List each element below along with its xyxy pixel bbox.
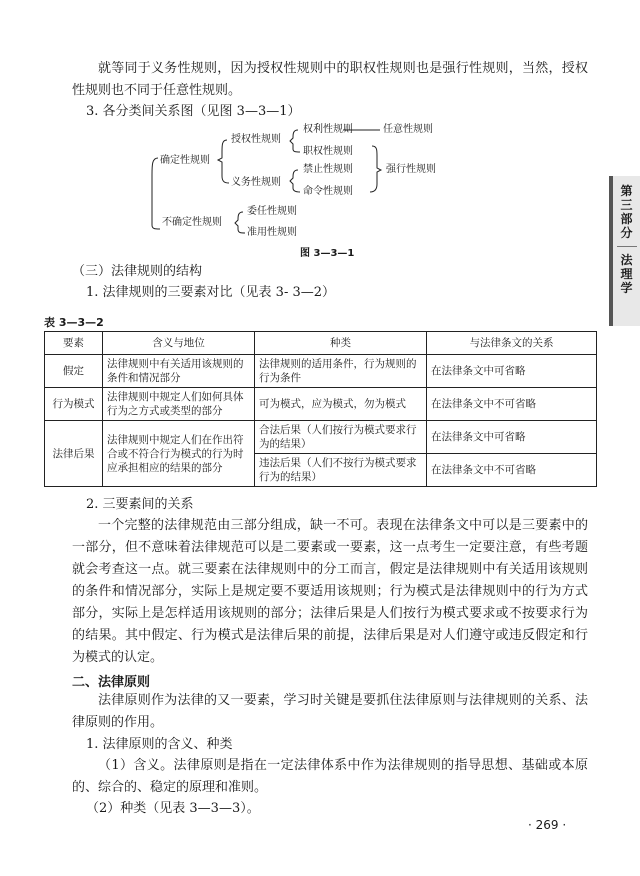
cell-types: 合法后果（人们按行为模式要求行为的结果）: [255, 421, 427, 454]
header-types: 种类: [255, 332, 427, 355]
node-determinate-rule: 确定性规则: [160, 155, 210, 166]
elements-comparison-table: [44, 331, 597, 487]
table-header-row: [45, 332, 597, 355]
principle-types-line: （2）种类（见表 3—3—3）。: [86, 801, 260, 816]
diagram-caption: 图 3—3—1: [300, 248, 355, 259]
cell-types: 违法后果（人们不按行为模式要求行为的结果）: [255, 454, 427, 487]
side-tab-part: 第三部分: [620, 184, 633, 240]
cell-relation: 在法律条文中不可省略: [427, 454, 597, 487]
node-indeterminate-rule: 不确定性规则: [162, 217, 222, 228]
table-row: [45, 421, 597, 454]
node-authorizing-rule: 授权性规则: [231, 134, 281, 145]
table-caption: 表 3—3—2: [44, 316, 104, 329]
principle-meaning-paragraph: （1）含义。法律原则是指在一定法律体系中作为法律规则的指导思想、基础或本原的、综合的、稳定的原理和准则。: [72, 758, 588, 795]
cell-meaning: 法律规则中有关适用该规则的条件和情况部分: [103, 355, 255, 388]
principle-intro-paragraph: 法律原则作为法律的又一要素，学习时关键是要抓住法律原则与法律规则的关系、法律原则的作用。: [72, 693, 588, 730]
side-tab-divider: [617, 246, 637, 247]
cell-element: 行为模式: [45, 388, 103, 421]
subsection-3-heading: （三）法律规则的结构: [72, 264, 203, 279]
page-number: · 269 ·: [528, 818, 567, 832]
header-element: 要素: [45, 332, 103, 355]
cell-relation: 在法律条文中可省略: [427, 421, 597, 454]
cell-meaning: 法律规则中规定人们在作出符合或不符合行为模式的行为时应承担相应的结果的部分: [103, 421, 255, 487]
header-relation: 与法律条文的关系: [427, 332, 597, 355]
node-prohibitive-rule: 禁止性规则: [303, 164, 353, 175]
node-right-rule: 权利性规则: [303, 124, 353, 135]
node-compulsory-rule: 强行性规则: [386, 164, 436, 175]
cell-types: 法律规则的适用条件，行为规则的行为条件: [255, 355, 427, 388]
table-row: [45, 355, 597, 388]
node-competence-rule: 职权性规则: [303, 146, 353, 157]
header-meaning: 含义与地位: [103, 332, 255, 355]
cell-relation: 在法律条文中可省略: [427, 355, 597, 388]
chapter-side-tab: [609, 176, 640, 326]
item-2-heading: 2. 三要素间的关系: [86, 497, 194, 512]
intro-paragraph: 就等同于义务性规则，因为授权性规则中的职权性规则也是强行性规则，当然，授权性规则也不同于任意性规则。: [72, 61, 588, 98]
cell-element: 假定: [45, 355, 103, 388]
table-row: [45, 388, 597, 421]
section-2-heading: 二、法律原则: [72, 675, 151, 690]
cell-relation: 在法律条文中不可省略: [427, 388, 597, 421]
node-reference-rule: 准用性规则: [247, 227, 297, 238]
node-optional-rule: 任意性规则: [383, 124, 433, 135]
cell-element: 法律后果: [45, 421, 103, 487]
three-elements-paragraph: 一个完整的法律规范由三部分组成，缺一不可。表现在法律条文中可以是三要素中的一部分，但不意味着法律规范可以是二要素或一要素，这一点考生一定要注意，有些考题就会考查这一点。就三要素在法律规则中的分工而言，假定是法律规则中有关适用该规则的条件和情况部分，实际上是规定要不要适用该规则；行为模式是法律规则中的行为方式部分，实际上是怎样适用该规则的部分；法律后果是人们按行为模式要求或不按要求行为的结果。其中假定、行为模式是法律后果的前提，法律后果是对人们遵守或违反假定和行为模式的认定。: [72, 518, 588, 665]
cell-types: 可为模式，应为模式，勿为模式: [255, 388, 427, 421]
principle-item-1-heading: 1. 法律原则的含义、种类: [86, 737, 233, 752]
section-3-heading: 3. 各分类间关系图（见图 3—3—1）: [86, 104, 301, 119]
item-1-heading: 1. 法律规则的三要素对比（见表 3- 3—2）: [86, 285, 336, 300]
node-mandatory-rule: 命令性规则: [303, 186, 353, 197]
node-obligatory-rule: 义务性规则: [231, 177, 281, 188]
cell-meaning: 法律规则中规定人们如何具体行为之方式或类型的部分: [103, 388, 255, 421]
node-delegating-rule: 委任性规则: [247, 206, 297, 217]
side-tab-subject: 法理学: [620, 253, 633, 295]
